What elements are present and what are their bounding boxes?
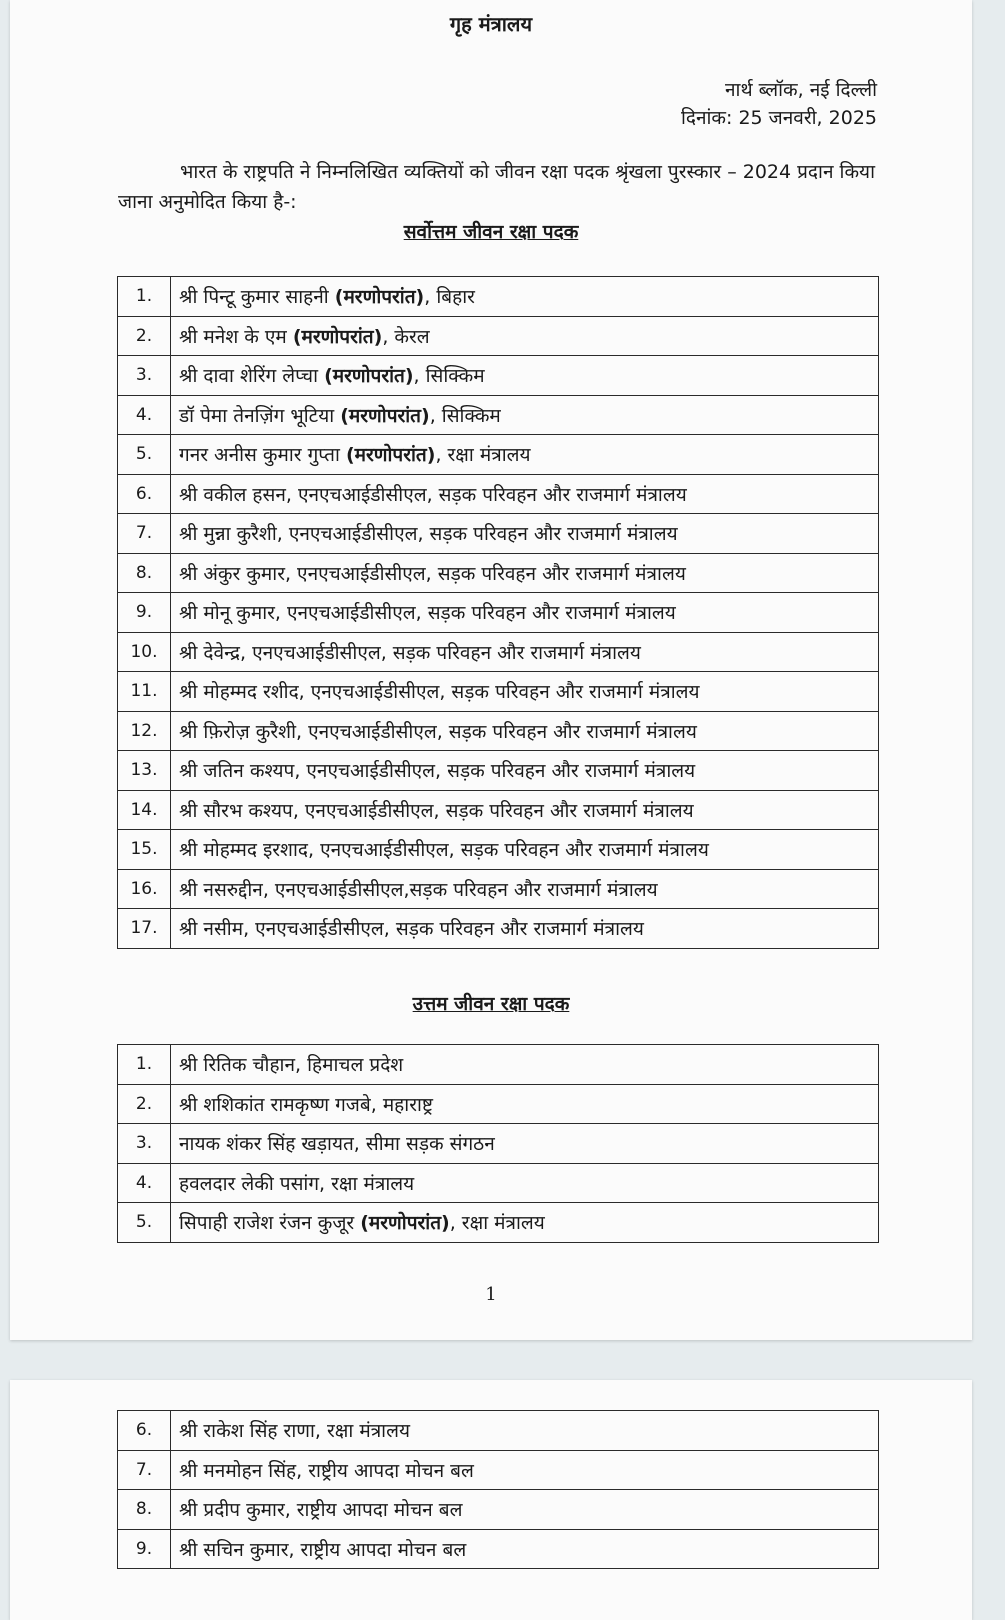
table-row [118, 909, 879, 949]
table-row [118, 356, 879, 396]
awards-table-sarvottam [117, 276, 879, 949]
document-page-2 [10, 1380, 972, 1620]
awardee-name: नायक शंकर सिंह खड़ायत, सीमा सड़क संगठन [179, 1133, 495, 1156]
serial-number-cell: 16. [118, 869, 171, 909]
awardee-cell [171, 593, 879, 633]
section-title-sarvottam: सर्वोत्तम जीवन रक्षा पदक [403, 221, 579, 243]
serial-number-cell: 14. [118, 790, 171, 830]
table-row [118, 1411, 879, 1451]
table-row [118, 553, 879, 593]
awardee-name: श्री मनेश के एम [179, 325, 293, 348]
serial-number-cell: 17. [118, 909, 171, 949]
table-row [118, 395, 879, 435]
table-row [118, 869, 879, 909]
awards-table-uttam [117, 1044, 879, 1243]
awardee-cell [171, 1084, 879, 1124]
posthumous-label: (मरणोपरांत) [345, 444, 436, 467]
awardee-name: हवलदार लेकी पसांग, रक्षा मंत्रालय [179, 1172, 415, 1195]
awardee-name: श्री जतिन कश्यप, एनएचआईडीसीएल, सड़क परिवहन और राजमार्ग मंत्रालय [179, 760, 696, 783]
serial-number-cell: 7. [118, 514, 171, 554]
awardee-cell [171, 1450, 879, 1490]
awardee-name: श्री मोहम्मद इरशाद, एनएचआईडीसीएल, सड़क परिवहन और राजमार्ग मंत्रालय [179, 839, 709, 862]
posthumous-label: (मरणोपरांत) [340, 404, 430, 427]
awardee-cell [171, 1163, 879, 1203]
awardee-name: श्री फ़िरोज़ कुरैशी, एनएचआईडीसीएल, सड़क परिवहन और राजमार्ग मंत्रालय [179, 720, 697, 743]
awardee-cell [171, 474, 879, 514]
ministry-title: गृह मंत्रालय [449, 12, 533, 36]
awardee-cell [171, 1124, 879, 1164]
awardee-name: श्री मोनू कुमार, एनएचआईडीसीएल, सड़क परिवहन और राजमार्ग मंत्रालय [179, 602, 676, 625]
serial-number-cell: 5. [118, 435, 171, 475]
serial-number-cell: 8. [118, 1490, 171, 1530]
awardee-name: श्री देवेन्द्र, एनएचआईडीसीएल, सड़क परिवहन और राजमार्ग मंत्रालय [179, 641, 641, 664]
serial-number-cell: 4. [118, 1163, 171, 1203]
awardee-cell [171, 1411, 879, 1451]
awardee-affiliation: , सिक्किम [413, 365, 485, 388]
awardee-cell [171, 1490, 879, 1530]
awardee-affiliation: , रक्षा मंत्रालय [449, 1212, 545, 1235]
awardee-cell [171, 277, 879, 317]
posthumous-label: (मरणोपरांत) [360, 1212, 450, 1235]
serial-number-cell: 12. [118, 711, 171, 751]
table-row [118, 316, 879, 356]
serial-number-cell: 3. [118, 356, 171, 396]
awardee-name: श्री मोहम्मद रशीद, एनएचआईडीसीएल, सड़क परिवहन और राजमार्ग मंत्रालय [179, 681, 700, 704]
awardee-cell [171, 1203, 879, 1243]
awardee-cell [171, 869, 879, 909]
serial-number-cell: 13. [118, 751, 171, 791]
serial-number-cell: 6. [118, 474, 171, 514]
serial-number-cell: 7. [118, 1450, 171, 1490]
table-row [118, 593, 879, 633]
awardee-name: गनर अनीस कुमार गुप्ता [179, 444, 346, 467]
awardee-name: श्री नसीम, एनएचआईडीसीएल, सड़क परिवहन और राजमार्ग मंत्रालय [179, 918, 644, 941]
awardee-name: श्री रितिक चौहान, हिमाचल प्रदेश [179, 1054, 404, 1077]
posthumous-label: (मरणोपरांत) [292, 325, 383, 348]
awardee-name: डॉ पेमा तेनज़िंग भूटिया [179, 404, 341, 427]
awardee-name: श्री शशिकांत रामकृष्ण गजबे, महाराष्ट्र [179, 1093, 433, 1116]
awardee-name: श्री नसरुद्दीन, एनएचआईडीसीएल,सड़क परिवहन और राजमार्ग मंत्रालय [179, 878, 658, 901]
table-row [118, 1124, 879, 1164]
serial-number-cell: 9. [118, 1529, 171, 1569]
awardee-cell [171, 1529, 879, 1569]
page-number: 1 [485, 1284, 497, 1305]
awardee-name: श्री मनमोहन सिंह, राष्ट्रीय आपदा मोचन बल [179, 1459, 474, 1482]
serial-number-cell: 4. [118, 395, 171, 435]
table-row [118, 1529, 879, 1569]
document-page-1 [10, 0, 972, 1340]
posthumous-label: (मरणोपरांत) [324, 365, 414, 388]
table-row [118, 672, 879, 712]
serial-number-cell: 5. [118, 1203, 171, 1243]
posthumous-label: (मरणोपरांत) [334, 286, 425, 309]
serial-number-cell: 1. [118, 1045, 171, 1085]
awardee-cell [171, 830, 879, 870]
table-row [118, 1450, 879, 1490]
awardee-affiliation: , केरल [382, 325, 430, 348]
serial-number-cell: 8. [118, 553, 171, 593]
serial-number-cell: 2. [118, 316, 171, 356]
awardee-cell [171, 435, 879, 475]
serial-number-cell: 3. [118, 1124, 171, 1164]
table-row [118, 1163, 879, 1203]
intro-paragraph: भारत के राष्ट्रपति ने निम्नलिखित व्यक्तियों को जीवन रक्षा पदक श्रृंखला पुरस्कार – 2024 प्रदान किया जाना अनुमोदित किया है-: [118, 161, 875, 213]
awardee-cell [171, 751, 879, 791]
table-row [118, 790, 879, 830]
awardee-cell [171, 1045, 879, 1085]
table-row [118, 830, 879, 870]
awardee-cell [171, 395, 879, 435]
table-row [118, 711, 879, 751]
table-row [118, 1203, 879, 1243]
serial-number-cell: 10. [118, 632, 171, 672]
awardee-cell [171, 672, 879, 712]
serial-number-cell: 15. [118, 830, 171, 870]
serial-number-cell: 1. [118, 277, 171, 317]
awardee-affiliation: , रक्षा मंत्रालय [435, 444, 531, 467]
awardee-cell [171, 553, 879, 593]
awards-table-uttam-continued [117, 1410, 879, 1569]
address-line: नार्थ ब्लॉक, नई दिल्ली [724, 79, 877, 101]
table-row [118, 1045, 879, 1085]
serial-number-cell: 2. [118, 1084, 171, 1124]
awardee-name: श्री पिन्टू कुमार साहनी [179, 286, 335, 309]
awardee-name: श्री मुन्ना कुरैशी, एनएचआईडीसीएल, सड़क परिवहन और राजमार्ग मंत्रालय [179, 523, 678, 546]
serial-number-cell: 9. [118, 593, 171, 633]
table-row [118, 632, 879, 672]
awardee-cell [171, 909, 879, 949]
awardee-cell [171, 790, 879, 830]
awardee-name: श्री दावा शेरिंग लेप्चा [179, 365, 325, 388]
awardee-cell [171, 711, 879, 751]
table-row [118, 514, 879, 554]
section-title-uttam: उत्तम जीवन रक्षा पदक [412, 993, 570, 1015]
awardee-cell [171, 514, 879, 554]
awardee-name: श्री अंकुर कुमार, एनएचआईडीसीएल, सड़क परिवहन और राजमार्ग मंत्रालय [179, 562, 686, 585]
serial-number-cell: 6. [118, 1411, 171, 1451]
date-line: दिनांक: 25 जनवरी, 2025 [680, 107, 877, 129]
serial-number-cell: 11. [118, 672, 171, 712]
awardee-cell [171, 316, 879, 356]
awardee-name: श्री सौरभ कश्यप, एनएचआईडीसीएल, सड़क परिवहन और राजमार्ग मंत्रालय [179, 799, 694, 822]
awardee-name: श्री सचिन कुमार, राष्ट्रीय आपदा मोचन बल [179, 1538, 467, 1561]
table-row [118, 277, 879, 317]
awardee-name: श्री वकील हसन, एनएचआईडीसीएल, सड़क परिवहन और राजमार्ग मंत्रालय [179, 483, 687, 506]
awardee-cell [171, 632, 879, 672]
table-row [118, 1084, 879, 1124]
table-row [118, 474, 879, 514]
awardee-name: श्री प्रदीप कुमार, राष्ट्रीय आपदा मोचन बल [179, 1499, 463, 1522]
table-row [118, 751, 879, 791]
awardee-name: सिपाही राजेश रंजन कुजूर [179, 1212, 361, 1235]
awardee-name: श्री राकेश सिंह राणा, रक्षा मंत्रालय [179, 1420, 411, 1443]
awardee-affiliation: , सिक्किम [429, 404, 501, 427]
awardee-cell [171, 356, 879, 396]
table-row [118, 1490, 879, 1530]
address-block [681, 76, 877, 132]
awardee-affiliation: , बिहार [424, 286, 475, 309]
table-row [118, 435, 879, 475]
